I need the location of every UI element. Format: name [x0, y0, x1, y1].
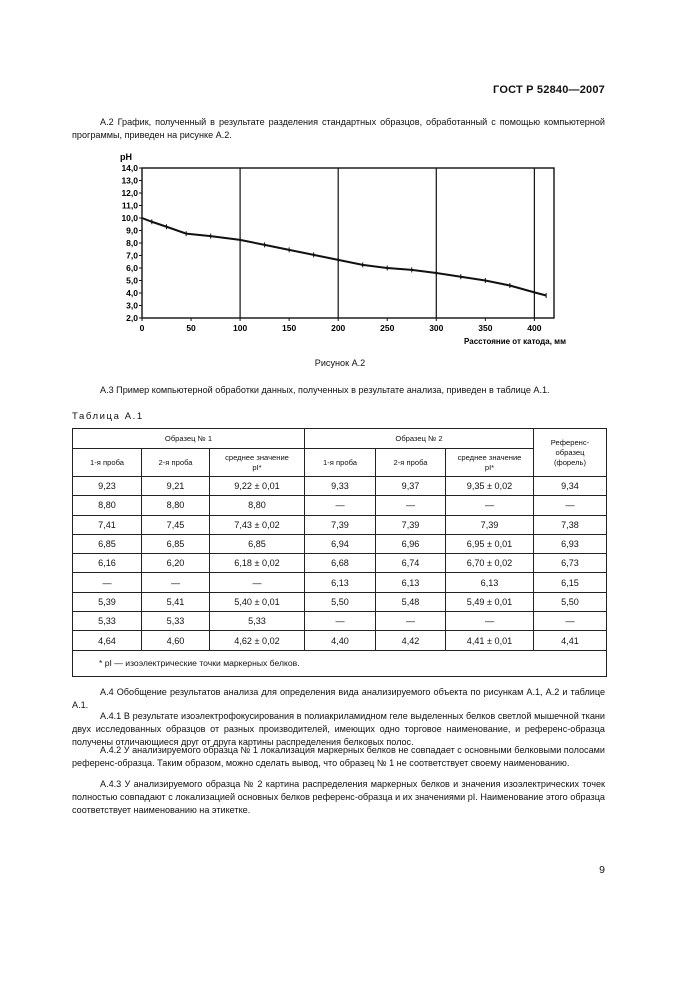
paragraph-a43: А.4.3 У анализируемого образца № 2 картина распределения маркерных белков и значения изоэлектрических точек полностью совпадают с локализацией основных белков референс-образца и их значениями pI. Наименование этого образца соответствует наименованию на этикетке.: [72, 779, 605, 815]
table-cell: 7,39: [305, 515, 376, 534]
x-tick-label: 300: [429, 323, 444, 333]
y-tick-label: 9,0: [126, 225, 138, 236]
y-tick-label: 3,0: [126, 300, 138, 311]
table-cell: 8,80: [210, 496, 305, 515]
paragraph-a2: А.2 График, полученный в результате разделения стандартных образцов, обработанный с помощью компьютерной программы, приведен на рисунке А.2.: [72, 117, 605, 140]
table-cell: 4,64: [73, 631, 142, 650]
plot-frame: [142, 168, 554, 318]
table-cell: 6,18 ± 0,02: [210, 554, 305, 573]
table-cell: —: [534, 496, 607, 515]
y-tick-label: 14,0: [121, 163, 138, 173]
table-row: [73, 612, 607, 631]
col-header-mean: среднее значение pI*: [210, 449, 305, 477]
col-header-probe1: 1-я проба: [73, 449, 142, 477]
group-header-sample1: Образец № 1: [73, 429, 305, 449]
table-row: [73, 573, 607, 592]
table-cell: 9,22 ± 0,01: [210, 477, 305, 496]
x-axis-label: Расстояние от катода, мм: [464, 337, 566, 346]
table-cell: 9,34: [534, 477, 607, 496]
table-cell: 4,62 ± 0,02: [210, 631, 305, 650]
table-cell: 7,45: [142, 515, 210, 534]
table-footnote: * pI — изоэлектрические точки маркерных белков.: [73, 650, 607, 676]
figure-caption: Рисунок А.2: [314, 358, 366, 368]
table-cell: 7,39: [446, 515, 534, 534]
table-cell: 9,23: [73, 477, 142, 496]
table-cell: 5,41: [142, 592, 210, 611]
table-cell: 6,16: [73, 554, 142, 573]
x-tick-label: 100: [233, 323, 248, 333]
table-cell: 4,41 ± 0,01: [446, 631, 534, 650]
y-tick-label: 4,0: [126, 288, 138, 298]
document-id: ГОСТ Р 52840—2007: [493, 84, 605, 96]
y-tick-label: 6,0: [126, 263, 138, 273]
table-cell: 4,42: [376, 631, 446, 650]
table-cell: 6,94: [305, 534, 376, 553]
table-cell: —: [305, 496, 376, 515]
table-cell: —: [446, 612, 534, 631]
table-cell: 8,80: [73, 496, 142, 515]
col-header-probe2: 2-я проба: [376, 449, 446, 477]
table-row: [73, 496, 607, 515]
table-cell: 5,33: [142, 612, 210, 631]
table-cell: 6,74: [376, 554, 446, 573]
table-cell: 6,70 ± 0,02: [446, 554, 534, 573]
table-row: [73, 592, 607, 611]
table-row: [73, 534, 607, 553]
y-axis-label: pH: [120, 152, 132, 162]
reference-header: Референс-образец (форель): [534, 429, 607, 477]
x-tick-label: 0: [139, 323, 145, 333]
x-tick-label: 350: [478, 323, 493, 333]
table-cell: —: [376, 496, 446, 515]
group-header-sample2: Образец № 2: [305, 429, 534, 449]
x-tick-label: 200: [331, 323, 346, 333]
y-tick-label: 8,0: [126, 238, 138, 248]
table-cell: 6,13: [446, 573, 534, 592]
table-cell: 6,85: [210, 534, 305, 553]
table-cell: 6,85: [73, 534, 142, 553]
table-cell: 7,38: [534, 515, 607, 534]
table-cell: 7,43 ± 0,02: [210, 515, 305, 534]
table-cell: 9,35 ± 0,02: [446, 477, 534, 496]
table-cell: 6,96: [376, 534, 446, 553]
col-header-probe1: 1-я проба: [305, 449, 376, 477]
table-cell: —: [142, 573, 210, 592]
table-cell: —: [376, 612, 446, 631]
table-cell: —: [73, 573, 142, 592]
page-number: 9: [599, 864, 605, 876]
table-cell: 6,73: [534, 554, 607, 573]
table-cell: 5,48: [376, 592, 446, 611]
y-tick-label: 2,0: [126, 313, 138, 323]
paragraph-a41: А.4.1 В результате изоэлектрофокусирования в полиакриламидном геле выделенных белков светлой мышечной ткани двух исследованных образцов от разных производителей, имеющих одно торговое наименование, и референс-образца получены отличающиеся друг от друга картины распределения белковых полос.: [72, 711, 605, 747]
table-row: [73, 554, 607, 573]
table-cell: —: [446, 496, 534, 515]
table-cell: 6,85: [142, 534, 210, 553]
table-cell: 9,21: [142, 477, 210, 496]
table-title: Таблица А.1: [72, 411, 144, 422]
y-tick-label: 7,0: [126, 250, 138, 261]
table-cell: 7,39: [376, 515, 446, 534]
table-cell: 5,39: [73, 592, 142, 611]
table-cell: 4,41: [534, 631, 607, 650]
table-row: [73, 477, 607, 496]
paragraph-a3: А.3 Пример компьютерной обработки данных, полученных в результате анализа, приведен в таблице А.1.: [100, 385, 550, 395]
table-cell: 9,33: [305, 477, 376, 496]
x-tick-label: 50: [186, 323, 196, 333]
table-cell: 6,93: [534, 534, 607, 553]
table-cell: 9,37: [376, 477, 446, 496]
table-cell: 8,80: [142, 496, 210, 515]
table-row: [73, 515, 607, 534]
table-cell: 6,95 ± 0,01: [446, 534, 534, 553]
y-tick-label: 5,0: [126, 275, 138, 286]
x-tick-label: 150: [282, 323, 297, 333]
paragraph-a42: А.4.2 У анализируемого образца № 1 локализация маркерных белков не совпадает с основными белковыми полосами референс-образца. Таким образом, можно сделать вывод, что образец № 1 не соответствует своему наименованию.: [72, 745, 605, 768]
ph-distance-chart: [112, 148, 582, 348]
table-cell: —: [210, 573, 305, 592]
table-cell: 4,60: [142, 631, 210, 650]
table-cell: 5,40 ± 0,01: [210, 592, 305, 611]
table-cell: 6,68: [305, 554, 376, 573]
table-cell: 6,13: [305, 573, 376, 592]
table-cell: 4,40: [305, 631, 376, 650]
x-tick-label: 250: [380, 323, 395, 333]
table-cell: 6,20: [142, 554, 210, 573]
paragraph-a4: А.4 Обобщение результатов анализа для определения вида анализируемого объекта по рисункам А.1, А.2 и таблице А.1.: [72, 687, 605, 710]
table-cell: 5,50: [534, 592, 607, 611]
y-tick-label: 12,0: [121, 188, 138, 198]
table-cell: 5,33: [210, 612, 305, 631]
x-tick-label: 400: [527, 323, 542, 333]
ph-gradient-line: [142, 218, 546, 296]
table-row: [73, 631, 607, 650]
table-cell: 7,41: [73, 515, 142, 534]
y-tick-label: 11,0: [121, 200, 138, 211]
y-tick-label: 13,0: [121, 175, 138, 186]
table-cell: 5,33: [73, 612, 142, 631]
table-cell: 5,49 ± 0,01: [446, 592, 534, 611]
table-cell: 6,13: [376, 573, 446, 592]
y-tick-label: 10,0: [121, 213, 138, 223]
col-header-probe2: 2-я проба: [142, 449, 210, 477]
table-cell: 6,15: [534, 573, 607, 592]
table-cell: 5,50: [305, 592, 376, 611]
table-cell: —: [534, 612, 607, 631]
table-cell: —: [305, 612, 376, 631]
col-header-mean: среднее значение pI*: [446, 449, 534, 477]
results-table: [72, 428, 607, 677]
